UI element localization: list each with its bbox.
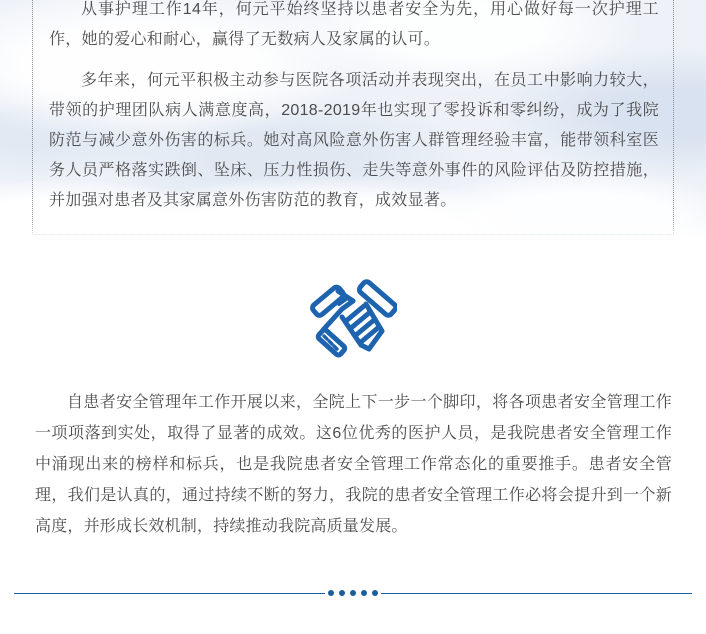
intro-paragraph-2: 多年来，何元平积极主动参与医院各项活动并表现突出，在员工中影响力较大，带领的护理团队病人满意度高，2018-2019年也实现了零投诉和零纠纷，成为了我院防范与减少意外伤害的标兵。她对高风险意外伤害人群管理经验丰富，能带领科室医务人员严格落实跌倒、坠床、压力性损伤、走失等意外事件的风险评估及防控措施，并加强对患者及其家属意外伤害防范的教育，成效显著。	[49, 72, 659, 209]
dot	[328, 590, 334, 596]
dot	[372, 590, 378, 596]
dot	[350, 590, 356, 596]
handshake-icon	[309, 279, 397, 359]
dot	[339, 590, 345, 596]
footer-dots	[325, 590, 381, 596]
closing-section	[35, 387, 672, 542]
closing-paragraph: 自患者安全管理年工作开展以来，全院上下一步一个脚印，将各项患者安全管理工作一项项落到实处，取得了显著的成效。这6位优秀的医护人员，是我院患者安全管理工作中涌现出来的榜样和标兵，也是我院患者安全管理工作常态化的重要推手。患者安全管理，我们是认真的，通过持续不断的努力，我院的患者安全管理工作必将会提升到一个新高度，并形成长效机制，持续推动我院高质量发展。	[35, 394, 672, 535]
intro-paragraph-1: 从事护理工作14年，何元平始终坚持以患者安全为先，用心做好每一次护理工作，她的爱心和耐心，赢得了无数病人及家属的认可。	[49, 1, 659, 48]
divider-line-left	[14, 593, 325, 594]
section-divider-icon-row	[0, 279, 706, 359]
intro-section	[0, 0, 706, 241]
divider-line-right	[381, 593, 692, 594]
intro-quote-box	[32, 0, 674, 235]
footer-divider	[14, 590, 692, 596]
dot	[361, 590, 367, 596]
